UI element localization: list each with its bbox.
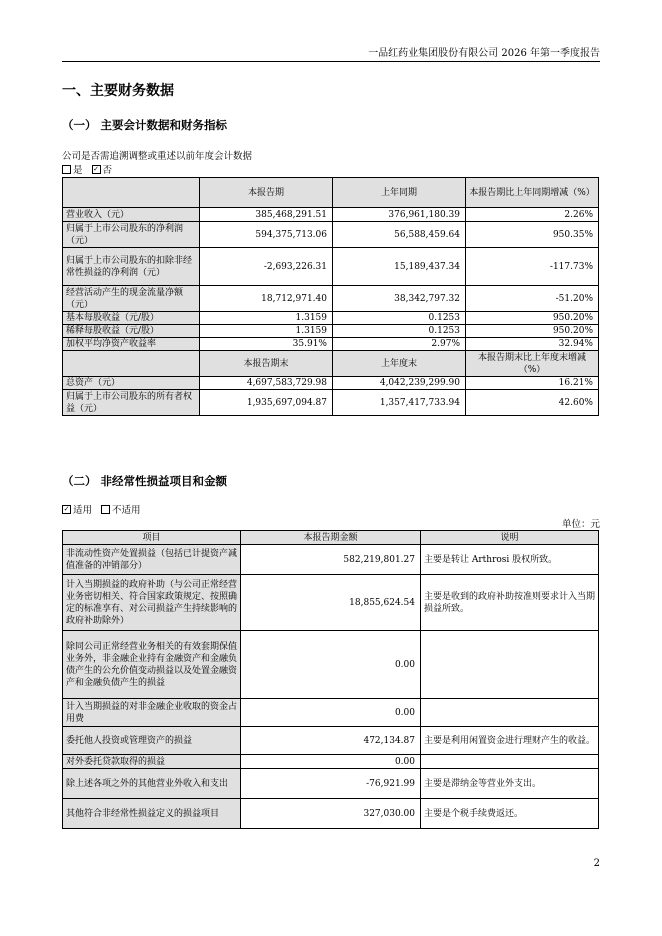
value-cell: 950.35% <box>466 222 599 248</box>
row-label: 归属于上市公司股东的所有者权益（元） <box>63 390 200 416</box>
value-cell: 1,935,697,094.87 <box>200 390 333 416</box>
note-cell: 主要是收到的政府补助按准则要求计入当期损益所致。 <box>421 575 599 631</box>
item-label: 除同公司正常经营业务相关的有效套期保值业务外，非金融企业持有金融资产和金融负债产生的公允价值变动损益以及处置金融资产和金融负债产生的损益 <box>63 631 241 699</box>
restatement-options <box>62 162 112 176</box>
subsection-title-accounting: （一） 主要会计数据和财务指标 <box>62 118 228 132</box>
table-row <box>63 769 599 799</box>
subsection-title-nonrecurring: （二） 非经常性损益项目和金额 <box>62 474 228 488</box>
key-financial-data-table <box>62 177 599 416</box>
note-cell: 主要是个税手续费返还。 <box>421 799 599 829</box>
report-header-title: 一品红药业集团股份有限公司 2026 年第一季度报告 <box>368 48 600 59</box>
table-row <box>63 755 599 769</box>
table-row <box>63 390 599 416</box>
value-cell: 42.60% <box>466 390 599 416</box>
value-cell: -2,693,226.31 <box>200 248 333 286</box>
nonrecurring-items-table <box>62 530 599 829</box>
value-cell: -51.20% <box>466 286 599 312</box>
header-divider <box>62 61 600 62</box>
section-title: 一、主要财务数据 <box>62 83 174 99</box>
amount-cell: 0.00 <box>241 755 421 769</box>
header-cell: 说明 <box>421 531 599 545</box>
note-cell: 主要是转让 Arthrosi 股权所致。 <box>421 545 599 575</box>
header-cell: 项目 <box>63 531 241 545</box>
checkbox-not-applicable[interactable] <box>101 505 110 514</box>
row-label: 基本每股收益（元/股） <box>63 312 200 325</box>
table-header-row <box>63 178 599 208</box>
option-yes-label: 是 <box>73 165 83 176</box>
note-cell: 主要是利用闲置资金进行理财产生的收益。 <box>421 727 599 755</box>
table-row <box>63 338 599 351</box>
note-cell <box>421 755 599 769</box>
value-cell: -117.73% <box>466 248 599 286</box>
row-label: 加权平均净资产收益率 <box>63 338 200 351</box>
row-label: 稀释每股收益（元/股） <box>63 325 200 338</box>
value-cell: 18,712,971.40 <box>200 286 333 312</box>
header-cell: 上年度末 <box>333 351 466 377</box>
table-row <box>63 325 599 338</box>
value-cell: 56,588,459.64 <box>333 222 466 248</box>
amount-cell: 0.00 <box>241 631 421 699</box>
value-cell: 1.3159 <box>200 312 333 325</box>
checkbox-yes[interactable] <box>62 165 71 174</box>
option-not-applicable-label: 不适用 <box>112 505 141 516</box>
row-label: 总资产（元） <box>63 377 200 390</box>
option-no-label: 否 <box>102 165 113 176</box>
value-cell: 15,189,437.34 <box>333 248 466 286</box>
value-cell: 2.26% <box>466 208 599 222</box>
item-label: 计入当期损益的对非金融企业收取的资金占用费 <box>63 699 241 727</box>
restatement-question: 公司是否需追溯调整或重述以前年度会计数据 <box>62 151 253 162</box>
value-cell: 0.1253 <box>333 312 466 325</box>
value-cell: 950.20% <box>466 325 599 338</box>
row-label: 归属于上市公司股东的扣除非经常性损益的净利润（元） <box>63 248 200 286</box>
table-row <box>63 208 599 222</box>
header-cell: 本报告期 <box>200 178 333 208</box>
table-row <box>63 699 599 727</box>
applicability-options <box>62 502 141 516</box>
row-label: 经营活动产生的现金流量净额（元） <box>63 286 200 312</box>
value-cell: 2.97% <box>333 338 466 351</box>
value-cell: 1.3159 <box>200 325 333 338</box>
table-row <box>63 575 599 631</box>
row-label: 归属于上市公司股东的净利润（元） <box>63 222 200 248</box>
value-cell: 0.1253 <box>333 325 466 338</box>
checkbox-applicable[interactable]: ✓ <box>63 505 70 513</box>
page-number: 2 <box>593 858 600 869</box>
header-cell: 上年同期 <box>333 178 466 208</box>
amount-cell: 0.00 <box>241 699 421 727</box>
item-label: 委托他人投资或管理资产的损益 <box>63 727 241 755</box>
amount-cell: 582,219,801.27 <box>241 545 421 575</box>
table-row <box>63 799 599 829</box>
table-row <box>63 545 599 575</box>
table-header-row <box>63 531 599 545</box>
amount-cell: 472,134.87 <box>241 727 421 755</box>
header-cell: 本报告期金额 <box>241 531 421 545</box>
value-cell: 38,342,797.32 <box>333 286 466 312</box>
item-label: 其他符合非经常性损益定义的损益项目 <box>63 799 241 829</box>
item-label: 非流动性资产处置损益（包括已计提资产减值准备的冲销部分） <box>63 545 241 575</box>
amount-cell: 327,030.00 <box>241 799 421 829</box>
table-row <box>63 727 599 755</box>
item-label: 除上述各项之外的其他营业外收入和支出 <box>63 769 241 799</box>
value-cell: 950.20% <box>466 312 599 325</box>
row-label: 营业收入（元） <box>63 208 200 222</box>
amount-cell: -76,921.99 <box>241 769 421 799</box>
header-cell: 本报告期末 <box>200 351 333 377</box>
option-applicable-label: 适用 <box>73 505 93 516</box>
value-cell: 4,042,239,299.90 <box>333 377 466 390</box>
header-cell: 本报告期末比上年度末增减（%） <box>466 351 599 377</box>
table-row <box>63 286 599 312</box>
value-cell: 385,468,291.51 <box>200 208 333 222</box>
note-cell <box>421 631 599 699</box>
table-row <box>63 312 599 325</box>
value-cell: 1,357,417,733.94 <box>333 390 466 416</box>
value-cell: 4,697,583,729.98 <box>200 377 333 390</box>
amount-cell: 18,855,624.54 <box>241 575 421 631</box>
header-cell <box>63 351 200 377</box>
table-row <box>63 222 599 248</box>
table-row <box>63 377 599 390</box>
table-row <box>63 248 599 286</box>
table-header-row <box>63 351 599 377</box>
note-cell <box>421 699 599 727</box>
table-row <box>63 631 599 699</box>
note-cell: 主要是滞纳金等营业外支出。 <box>421 769 599 799</box>
value-cell: 16.21% <box>466 377 599 390</box>
unit-label: 单位：元 <box>561 519 600 530</box>
value-cell: 32.94% <box>466 338 599 351</box>
item-label: 计入当期损益的政府补助（与公司正常经营业务密切相关、符合国家政策规定、按照确定的标准享有、对公司损益产生持续影响的政府补助除外） <box>63 575 241 631</box>
header-cell: 本报告期比上年同期增减（%） <box>466 178 599 208</box>
header-cell <box>63 178 200 208</box>
checkbox-no[interactable]: ✓ <box>93 165 99 173</box>
value-cell: 594,375,713.06 <box>200 222 333 248</box>
value-cell: 376,961,180.39 <box>333 208 466 222</box>
value-cell: 35.91% <box>200 338 333 351</box>
item-label: 对外委托贷款取得的损益 <box>63 755 241 769</box>
